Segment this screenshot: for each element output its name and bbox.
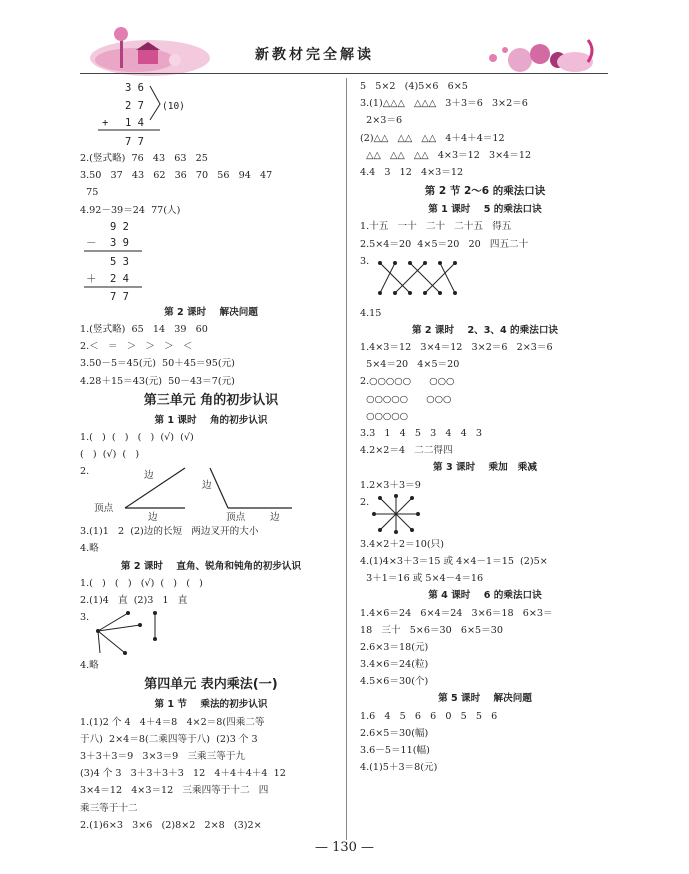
header-title: 新教材完全解读: [255, 47, 374, 63]
answer-line: 2.(1)4 直 (2)3 1 直: [80, 595, 188, 606]
calc-plus: +: [102, 117, 109, 129]
unit-heading: 第四单元 表内乘法(一): [144, 677, 278, 693]
calc-row: 2 4: [110, 272, 129, 285]
answer-line: 1.十五 一十 二十 二十五 得五: [360, 221, 512, 233]
star-figure: [360, 494, 610, 536]
answer-line: 3×4＝12 4×3＝12 三乘四等于十二 四: [80, 785, 269, 797]
angle-label: 边: [202, 480, 212, 492]
answer-line: 1.6 4 5 6 6 0 5 5 6: [360, 710, 498, 722]
angle-label: 边: [144, 470, 154, 482]
question-number: 2.: [80, 466, 90, 478]
answer-line: 2×3＝6: [360, 115, 403, 127]
answer-line: ○○○○○: [360, 410, 408, 422]
angle-label: 边: [270, 512, 280, 524]
section-heading: 第 2 节 2～6 的乘法口诀: [424, 185, 546, 198]
answer-line: 4.略: [80, 660, 99, 672]
matching-lines: [360, 253, 470, 305]
calc-row: 3 9: [110, 236, 129, 249]
answer-line: 4.2×2＝4 二二得四: [360, 445, 453, 457]
question-number: 2.: [360, 496, 370, 508]
answer-line: 1.( ) ( ) ( ) (√) (√): [80, 431, 194, 443]
answer-line: 4.(1)4×3＋3＝15 或 4×4－1＝15 (2)5×: [360, 555, 548, 567]
ray-diagram: [80, 609, 180, 657]
calc-note: (10): [162, 101, 185, 112]
angle-figure: [80, 463, 342, 523]
answer-line: (3)4 个 3 3＋3＋3＋3 12 4＋4＋4＋4 12: [80, 768, 286, 780]
angle-figure-2: [80, 609, 342, 657]
answer-line: ( ) (√) ( ): [80, 449, 140, 461]
answer-line: 4.15: [360, 307, 382, 319]
page-number: — 130 —: [314, 840, 375, 855]
matching-figure: [360, 253, 610, 305]
calc-minus: －: [86, 236, 97, 249]
angle-label: 顶点: [226, 512, 246, 524]
answer-line: 1.( ) ( ) (√) ( ) ( ): [80, 577, 203, 589]
answer-line: 3.50 37 43 62 36 70 56 94 47: [80, 170, 273, 182]
section-heading: 第 2 课时 解决问题: [164, 306, 258, 318]
answer-line: (2)△△ △△ △△ 4＋4＋4＝12: [360, 132, 505, 144]
angle-label: 边: [148, 512, 158, 524]
answer-line: 1.(1)2 个 4 4＋4＝8 4×2＝8(四乘二等: [80, 716, 265, 728]
calc-plus: ＋: [86, 272, 97, 285]
angle-label: 顶点: [94, 503, 114, 515]
star-lines: [360, 494, 440, 536]
section-heading: 第 4 课时 6 的乘法口诀: [428, 590, 542, 602]
answer-line: 4.略: [80, 543, 99, 555]
answer-line: 2.○○○○○ ○○○: [360, 376, 455, 388]
section-heading: 第 3 课时 乘加 乘减: [433, 462, 537, 474]
calc-row: 1 4: [125, 117, 144, 129]
answer-line: 1.4×3＝12 3×4＝12 3×2＝6 2×3＝6: [360, 342, 553, 354]
answer-line: ○○○○○ ○○○: [360, 393, 452, 405]
calc-lines: [80, 219, 160, 304]
section-heading: 第 2 课时 2、3、4 的乘法口诀: [411, 324, 559, 336]
section-heading: 第 1 课时 5 的乘法口诀: [428, 204, 542, 216]
answer-line: 1.(竖式略) 65 14 39 60: [80, 323, 208, 335]
vertical-calc-2: [80, 219, 342, 304]
left-column: [80, 78, 342, 834]
answer-line: 3.4×2＋2＝10(只): [360, 538, 444, 550]
calc-row: 2 7: [125, 100, 144, 112]
answer-line: 3＋3＋3＝9 3×3＝9 三乘三等于九: [80, 750, 246, 762]
question-number: 3.: [360, 255, 370, 267]
answer-line: 18 三十 5×6＝30 6×5＝30: [360, 624, 503, 636]
answer-line: 3.(1)1 2 (2)边的长短 两边叉开的大小: [80, 526, 259, 538]
column-divider: [346, 78, 347, 840]
calc-row: 5 3: [110, 255, 129, 268]
vertical-calc-1: [80, 78, 342, 150]
section-heading: 第 5 课时 解决问题: [438, 693, 532, 705]
answer-line: 3.4×6＝24(粒): [360, 659, 429, 671]
section-heading: 第 2 课时 直角、锐角和钝角的初步认识: [120, 560, 302, 572]
answer-line: 75: [80, 187, 99, 199]
answer-line: 4.(1)5＋3＝8(元): [360, 762, 438, 774]
answer-line: 4.28＋15＝43(元) 50－43＝7(元): [80, 375, 235, 387]
question-number: 3.: [80, 612, 90, 624]
answer-line: 于八) 2×4＝8(二乘四等于八) (2)3 个 3: [80, 733, 258, 745]
right-column: [360, 78, 610, 776]
answer-line: 3.6－5＝11(幅): [360, 745, 430, 756]
calc-row: 7 7: [125, 136, 144, 148]
calc-lines: [80, 78, 200, 150]
section-heading: 第 1 课时 角的初步认识: [154, 414, 268, 426]
answer-line: 5 5×2 (4)5×6 6×5: [360, 81, 468, 92]
answer-line: 1.2×3＋3＝9: [360, 479, 421, 491]
calc-row: 3 6: [125, 82, 144, 94]
answer-line: △△ △△ △△ 4×3＝12 3×4＝12: [360, 149, 532, 161]
answer-line: 乘三等于十二: [80, 802, 138, 814]
calc-row: 9 2: [110, 220, 129, 233]
calc-row: 7 7: [110, 290, 129, 303]
answer-line: 5×4＝20 4×5＝20: [360, 359, 460, 371]
answer-line: 2.(1)6×3 3×6 (2)8×2 2×8 (3)2×: [80, 819, 262, 831]
answer-line: 2.5×4＝20 4×5＝20 20 四五二十: [360, 238, 529, 250]
answer-line: 3.3 1 4 5 3 4 4 3: [360, 428, 483, 439]
answer-line: 1.4×6＝24 6×4＝24 3×6＝18 6×3＝: [360, 607, 553, 619]
answer-line: 2.(竖式略) 76 43 63 25: [80, 153, 208, 164]
answer-line: 4.4 3 12 4×3＝12: [360, 166, 464, 178]
answer-line: 4.5×6＝30(个): [360, 676, 429, 688]
unit-heading: 第三单元 角的初步认识: [143, 392, 279, 408]
answer-line: 3.(1)△△△ △△△ 3＋3＝6 3×2＝6: [360, 98, 528, 110]
answer-line: 3＋1＝16 或 5×4－4＝16: [360, 573, 484, 585]
answer-line: 3.50－5＝45(元) 50＋45＝95(元): [80, 358, 235, 370]
section-heading: 第 1 节 乘法的初步认识: [154, 699, 268, 711]
answer-line: 2.6×3＝18(元): [360, 641, 429, 653]
header-rule: [80, 73, 608, 74]
answer-line: 4.92－39＝24 77(人): [80, 204, 181, 216]
answer-line: 2.＜ ＝ ＞ ＞ ＞ ＜: [80, 341, 193, 353]
answer-line: 2.6×5＝30(幅): [360, 727, 429, 739]
